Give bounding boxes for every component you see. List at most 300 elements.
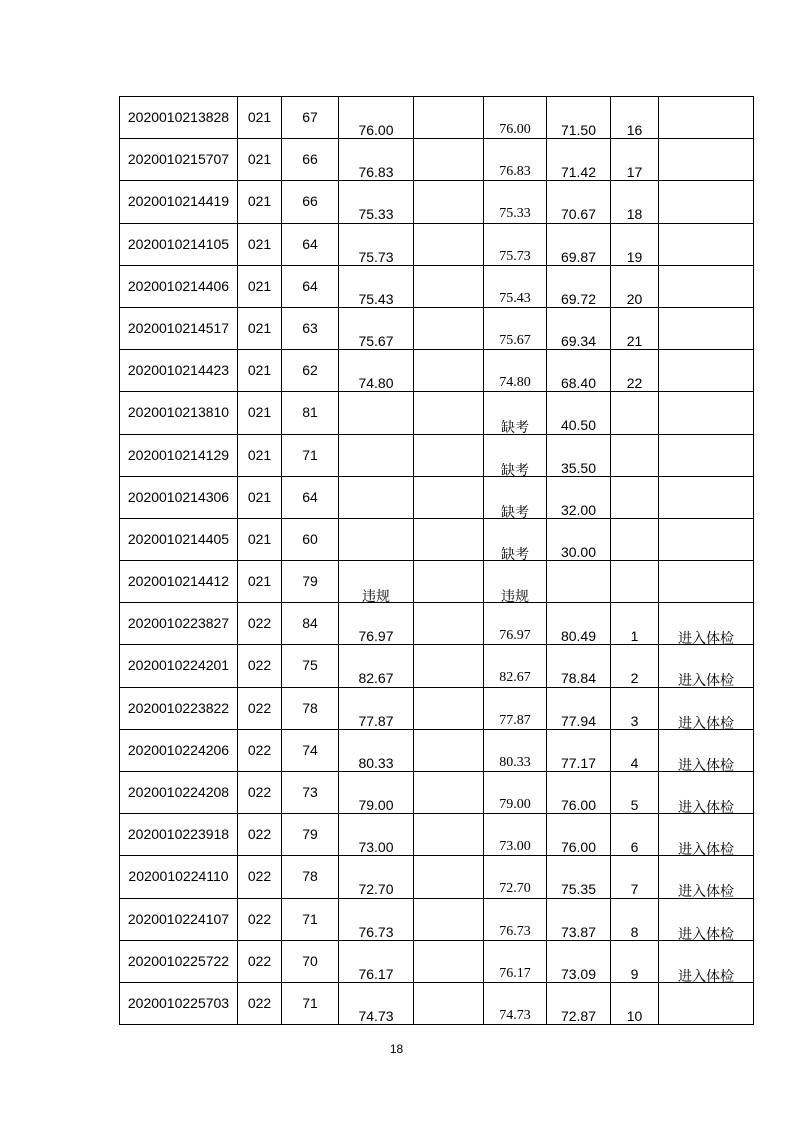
table-row: [120, 561, 754, 603]
exam-id-text: 2020010214406: [127, 277, 230, 294]
final-interview-text: 缺考: [501, 462, 529, 479]
interview-score-cell: [339, 265, 414, 307]
exam-id-cell: [120, 940, 238, 982]
table-row: [120, 223, 754, 265]
exam-id-cell: [120, 856, 238, 898]
remark-cell: [659, 181, 754, 223]
post-code-text: 022: [247, 657, 272, 674]
final-interview-cell: [484, 97, 547, 139]
total-score-text: 35.50: [560, 459, 597, 476]
blank-cell: [414, 223, 484, 265]
final-interview-cell: [484, 561, 547, 606]
interview-score-text: 76.17: [358, 965, 394, 982]
rank-text: 19: [626, 248, 643, 265]
interview-score-text: 82.67: [358, 670, 394, 687]
table-row: [120, 518, 754, 560]
written-score-cell: [282, 729, 339, 771]
total-score-cell: [547, 223, 611, 265]
remark-cell: [659, 687, 754, 732]
interview-score-cell: [339, 898, 414, 940]
blank-cell: [414, 729, 484, 771]
written-score-cell: [282, 307, 339, 349]
blank-cell: [414, 898, 484, 940]
exam-id-cell: [120, 814, 238, 856]
interview-score-cell: [339, 181, 414, 223]
post-code-text: 021: [247, 319, 272, 336]
total-score-cell: [547, 392, 611, 434]
rank-cell: [611, 898, 659, 940]
post-code-text: 021: [247, 488, 272, 505]
total-score-text: 69.87: [560, 248, 597, 265]
exam-id-text: 2020010214423: [127, 362, 230, 379]
exam-id-cell: [120, 772, 238, 814]
final-interview-text: 75.73: [499, 248, 531, 264]
final-interview-cell: [484, 181, 547, 223]
written-score-text: 78: [302, 868, 318, 885]
exam-id-text: 2020010214129: [127, 446, 230, 463]
rank-text: 17: [626, 164, 643, 181]
interview-score-cell: [339, 392, 414, 434]
rank-cell: [611, 139, 659, 181]
post-code-text: 022: [247, 826, 272, 843]
final-interview-text: 77.87: [499, 712, 531, 728]
remark-cell: [659, 561, 754, 603]
remark-cell: [659, 476, 754, 518]
total-score-text: 73.87: [560, 923, 597, 940]
exam-id-text: 2020010224107: [127, 910, 230, 927]
interview-score-cell: [339, 729, 414, 771]
written-score-cell: [282, 223, 339, 265]
written-score-cell: [282, 814, 339, 856]
post-code-cell: [238, 476, 282, 518]
interview-score-text: 76.97: [358, 628, 394, 645]
remark-cell: [659, 434, 754, 476]
interview-score-cell: [339, 350, 414, 392]
blank-cell: [414, 687, 484, 729]
written-score-text: 71: [302, 446, 318, 463]
exam-id-cell: [120, 898, 238, 940]
total-score-cell: [547, 645, 611, 687]
interview-score-text: 80.33: [358, 754, 394, 771]
post-code-text: 022: [247, 952, 272, 969]
interview-score-cell: [339, 561, 414, 606]
final-interview-cell: [484, 687, 547, 729]
final-interview-text: 76.17: [499, 965, 531, 981]
written-score-cell: [282, 898, 339, 940]
total-score-cell: [547, 982, 611, 1024]
blank-cell: [414, 97, 484, 139]
written-score-text: 84: [302, 615, 318, 632]
remark-cell: [659, 729, 754, 774]
remark-cell: [659, 603, 754, 648]
blank-cell: [414, 350, 484, 392]
exam-id-cell: [120, 350, 238, 392]
table-row: [120, 476, 754, 518]
table-row: [120, 982, 754, 1024]
post-code-cell: [238, 350, 282, 392]
post-code-text: 022: [247, 699, 272, 716]
rank-cell: [611, 392, 659, 434]
written-score-text: 79: [302, 826, 318, 843]
exam-id-cell: [120, 729, 238, 771]
rank-text: 7: [630, 881, 639, 898]
rank-cell: [611, 181, 659, 223]
remark-text: 进入体检: [678, 884, 734, 901]
interview-score-text: 72.70: [358, 881, 394, 898]
interview-score-text: 违规: [362, 589, 390, 606]
rank-cell: [611, 940, 659, 982]
post-code-text: 021: [247, 151, 272, 168]
final-interview-cell: [484, 645, 547, 687]
total-score-cell: [547, 181, 611, 223]
final-interview-text: 75.67: [499, 332, 531, 348]
interview-score-text: 74.73: [358, 1007, 394, 1024]
post-code-cell: [238, 645, 282, 687]
interview-score-text: 77.87: [358, 712, 394, 729]
rank-text: 16: [626, 122, 643, 138]
total-score-cell: [547, 350, 611, 392]
remark-text: 进入体检: [678, 631, 734, 648]
interview-score-cell: [339, 982, 414, 1024]
post-code-text: 022: [247, 784, 272, 800]
total-score-cell: [547, 97, 611, 139]
written-score-cell: [282, 940, 339, 982]
total-score-text: 78.84: [560, 670, 597, 687]
rank-cell: [611, 265, 659, 307]
blank-cell: [414, 982, 484, 1024]
post-code-text: 021: [247, 193, 272, 210]
post-code-cell: [238, 307, 282, 349]
post-code-cell: [238, 181, 282, 223]
written-score-text: 64: [302, 488, 318, 505]
rank-text: 10: [626, 1007, 643, 1024]
interview-score-cell: [339, 940, 414, 982]
final-interview-cell: [484, 476, 547, 521]
post-code-cell: [238, 603, 282, 645]
post-code-text: 022: [247, 615, 272, 632]
interview-score-text: 79.00: [358, 797, 394, 813]
post-code-text: 021: [247, 573, 272, 590]
total-score-text: 69.34: [560, 332, 597, 349]
total-score-cell: [547, 603, 611, 645]
blank-cell: [414, 307, 484, 349]
total-score-text: 68.40: [560, 375, 597, 392]
blank-cell: [414, 645, 484, 687]
table-row: [120, 856, 754, 898]
final-interview-cell: [484, 940, 547, 982]
exam-id-cell: [120, 561, 238, 603]
post-code-cell: [238, 687, 282, 729]
final-interview-text: 80.33: [499, 754, 531, 770]
written-score-text: 78: [302, 699, 318, 716]
post-code-cell: [238, 265, 282, 307]
post-code-cell: [238, 139, 282, 181]
interview-score-text: 75.33: [358, 206, 394, 223]
rank-cell: [611, 687, 659, 729]
rank-cell: [611, 645, 659, 687]
written-score-cell: [282, 476, 339, 518]
post-code-text: 021: [247, 362, 272, 379]
interview-score-text: 73.00: [358, 839, 394, 856]
post-code-cell: [238, 898, 282, 940]
exam-id-text: 2020010214517: [127, 319, 230, 336]
interview-score-cell: [339, 223, 414, 265]
rank-text: 3: [630, 712, 639, 729]
post-code-text: 021: [247, 404, 272, 421]
total-score-cell: [547, 898, 611, 940]
written-score-text: 73: [302, 784, 318, 800]
blank-cell: [414, 265, 484, 307]
exam-id-text: 2020010224206: [127, 741, 230, 758]
rank-cell: [611, 982, 659, 1024]
rank-cell: [611, 729, 659, 771]
total-score-cell: [547, 139, 611, 181]
table-row: [120, 603, 754, 645]
written-score-cell: [282, 772, 339, 814]
interview-score-text: 75.73: [358, 248, 394, 265]
blank-cell: [414, 139, 484, 181]
table-row: [120, 434, 754, 476]
rank-cell: [611, 518, 659, 560]
post-code-text: 022: [247, 910, 272, 927]
written-score-cell: [282, 518, 339, 560]
exam-id-text: 2020010224110: [128, 868, 229, 885]
written-score-cell: [282, 687, 339, 729]
remark-cell: [659, 898, 754, 943]
final-interview-text: 79.00: [499, 797, 531, 812]
rank-text: 6: [630, 839, 639, 856]
rank-cell: [611, 814, 659, 856]
final-interview-cell: [484, 223, 547, 265]
remark-text: 进入体检: [678, 968, 734, 985]
score-table: [119, 96, 754, 1025]
total-score-cell: [547, 856, 611, 898]
written-score-cell: [282, 856, 339, 898]
total-score-text: 32.00: [560, 501, 597, 518]
remark-cell: [659, 223, 754, 265]
exam-id-text: 2020010215707: [127, 151, 230, 168]
blank-cell: [414, 561, 484, 603]
rank-text: 4: [630, 754, 639, 771]
final-interview-text: 75.33: [499, 206, 531, 222]
rank-text: 2: [630, 670, 639, 687]
written-score-text: 71: [302, 910, 318, 927]
remark-cell: [659, 518, 754, 560]
interview-score-cell: [339, 307, 414, 349]
remark-cell: [659, 139, 754, 181]
written-score-text: 75: [302, 657, 318, 674]
total-score-cell: [547, 729, 611, 771]
written-score-text: 81: [302, 404, 318, 421]
rank-cell: [611, 350, 659, 392]
exam-id-text: 2020010214405: [127, 530, 230, 547]
final-interview-cell: [484, 729, 547, 771]
exam-id-text: 2020010224208: [127, 784, 230, 800]
final-interview-cell: [484, 814, 547, 856]
blank-cell: [414, 434, 484, 476]
final-interview-cell: [484, 603, 547, 645]
remark-cell: [659, 772, 754, 814]
final-interview-text: 缺考: [501, 504, 529, 521]
post-code-cell: [238, 561, 282, 603]
table-row: [120, 139, 754, 181]
total-score-text: 75.35: [560, 881, 597, 898]
total-score-cell: [547, 518, 611, 560]
post-code-cell: [238, 518, 282, 560]
remark-cell: [659, 645, 754, 690]
written-score-text: 66: [302, 151, 318, 168]
exam-id-text: 2020010214412: [127, 573, 230, 590]
exam-id-cell: [120, 645, 238, 687]
post-code-cell: [238, 434, 282, 476]
post-code-cell: [238, 814, 282, 856]
table-row: [120, 940, 754, 982]
written-score-cell: [282, 645, 339, 687]
final-interview-text: 74.73: [499, 1007, 531, 1023]
exam-id-cell: [120, 434, 238, 476]
exam-id-text: 2020010214105: [127, 235, 230, 252]
rank-text: 5: [630, 797, 639, 813]
post-code-text: 021: [247, 277, 272, 294]
total-score-text: 77.94: [560, 712, 597, 729]
exam-id-cell: [120, 223, 238, 265]
total-score-text: 80.49: [560, 628, 597, 645]
post-code-cell: [238, 772, 282, 814]
exam-id-text: 2020010223822: [127, 699, 230, 716]
written-score-cell: [282, 139, 339, 181]
total-score-cell: [547, 307, 611, 349]
interview-score-text: 75.43: [358, 290, 394, 307]
total-score-cell: [547, 814, 611, 856]
final-interview-text: 违规: [501, 589, 529, 606]
interview-score-cell: [339, 97, 414, 139]
final-interview-text: 76.73: [499, 923, 531, 939]
remark-cell: [659, 307, 754, 349]
rank-text: 22: [626, 375, 643, 392]
interview-score-text: 76.83: [358, 164, 394, 181]
final-interview-text: 75.43: [499, 290, 531, 306]
remark-cell: [659, 940, 754, 985]
exam-id-cell: [120, 97, 238, 139]
exam-id-cell: [120, 392, 238, 434]
table-row: [120, 772, 754, 814]
written-score-cell: [282, 350, 339, 392]
exam-id-cell: [120, 476, 238, 518]
interview-score-cell: [339, 603, 414, 645]
written-score-text: 60: [302, 530, 318, 547]
total-score-text: 73.09: [560, 965, 597, 982]
total-score-text: 30.00: [560, 543, 597, 560]
table-row: [120, 181, 754, 223]
blank-cell: [414, 856, 484, 898]
final-interview-text: 缺考: [501, 546, 529, 563]
post-code-text: 021: [247, 530, 272, 547]
final-interview-text: 73.00: [499, 839, 531, 855]
written-score-text: 64: [302, 235, 318, 252]
total-score-text: 70.67: [560, 206, 597, 223]
remark-text: 进入体检: [678, 757, 734, 774]
table-row: [120, 392, 754, 434]
post-code-text: 021: [247, 235, 272, 252]
final-interview-text: 82.67: [499, 670, 531, 686]
interview-score-cell: [339, 772, 414, 814]
interview-score-text: 74.80: [358, 375, 394, 392]
table-row: [120, 729, 754, 771]
total-score-text: 76.00: [560, 797, 597, 813]
remark-cell: [659, 392, 754, 434]
rank-cell: [611, 307, 659, 349]
post-code-text: 022: [247, 741, 272, 758]
interview-score-cell: [339, 139, 414, 181]
blank-cell: [414, 940, 484, 982]
interview-score-text: 76.73: [358, 923, 394, 940]
table-row: [120, 687, 754, 729]
remark-cell: [659, 350, 754, 392]
table-row: [120, 350, 754, 392]
final-interview-cell: [484, 392, 547, 437]
written-score-cell: [282, 392, 339, 434]
post-code-text: 022: [247, 868, 272, 885]
written-score-text: 62: [302, 362, 318, 379]
exam-id-text: 2020010214419: [127, 193, 230, 210]
post-code-text: 022: [247, 994, 272, 1011]
interview-score-text: 75.67: [358, 332, 394, 349]
written-score-cell: [282, 434, 339, 476]
blank-cell: [414, 181, 484, 223]
rank-cell: [611, 223, 659, 265]
rank-text: 8: [630, 923, 639, 940]
rank-cell: [611, 856, 659, 898]
exam-id-text: 2020010225722: [127, 952, 230, 969]
final-interview-text: 72.70: [499, 881, 531, 897]
written-score-cell: [282, 181, 339, 223]
table-row: [120, 898, 754, 940]
remark-text: 进入体检: [678, 673, 734, 690]
interview-score-cell: [339, 814, 414, 856]
rank-text: 9: [630, 965, 639, 982]
exam-id-text: 2020010224201: [127, 657, 230, 674]
post-code-text: 021: [247, 109, 272, 125]
post-code-cell: [238, 856, 282, 898]
final-interview-text: 76.83: [499, 164, 531, 180]
post-code-cell: [238, 392, 282, 434]
written-score-cell: [282, 603, 339, 645]
remark-cell: [659, 814, 754, 859]
remark-text: 进入体检: [678, 715, 734, 732]
post-code-text: 021: [247, 446, 272, 463]
remark-text: 进入体检: [678, 800, 734, 816]
total-score-text: 40.50: [560, 417, 597, 434]
blank-cell: [414, 518, 484, 560]
exam-id-cell: [120, 518, 238, 560]
rank-text: 18: [626, 206, 643, 223]
remark-text: 进入体检: [678, 842, 734, 859]
total-score-text: 71.50: [560, 122, 597, 138]
post-code-cell: [238, 97, 282, 139]
blank-cell: [414, 392, 484, 434]
interview-score-cell: [339, 687, 414, 729]
exam-id-text: 2020010213828: [127, 109, 230, 125]
table-row: [120, 97, 754, 139]
total-score-text: 71.42: [560, 164, 597, 181]
exam-id-cell: [120, 307, 238, 349]
exam-id-text: 2020010214306: [127, 488, 230, 505]
written-score-cell: [282, 982, 339, 1024]
post-code-cell: [238, 982, 282, 1024]
rank-cell: [611, 561, 659, 603]
total-score-cell: [547, 687, 611, 729]
rank-cell: [611, 97, 659, 139]
